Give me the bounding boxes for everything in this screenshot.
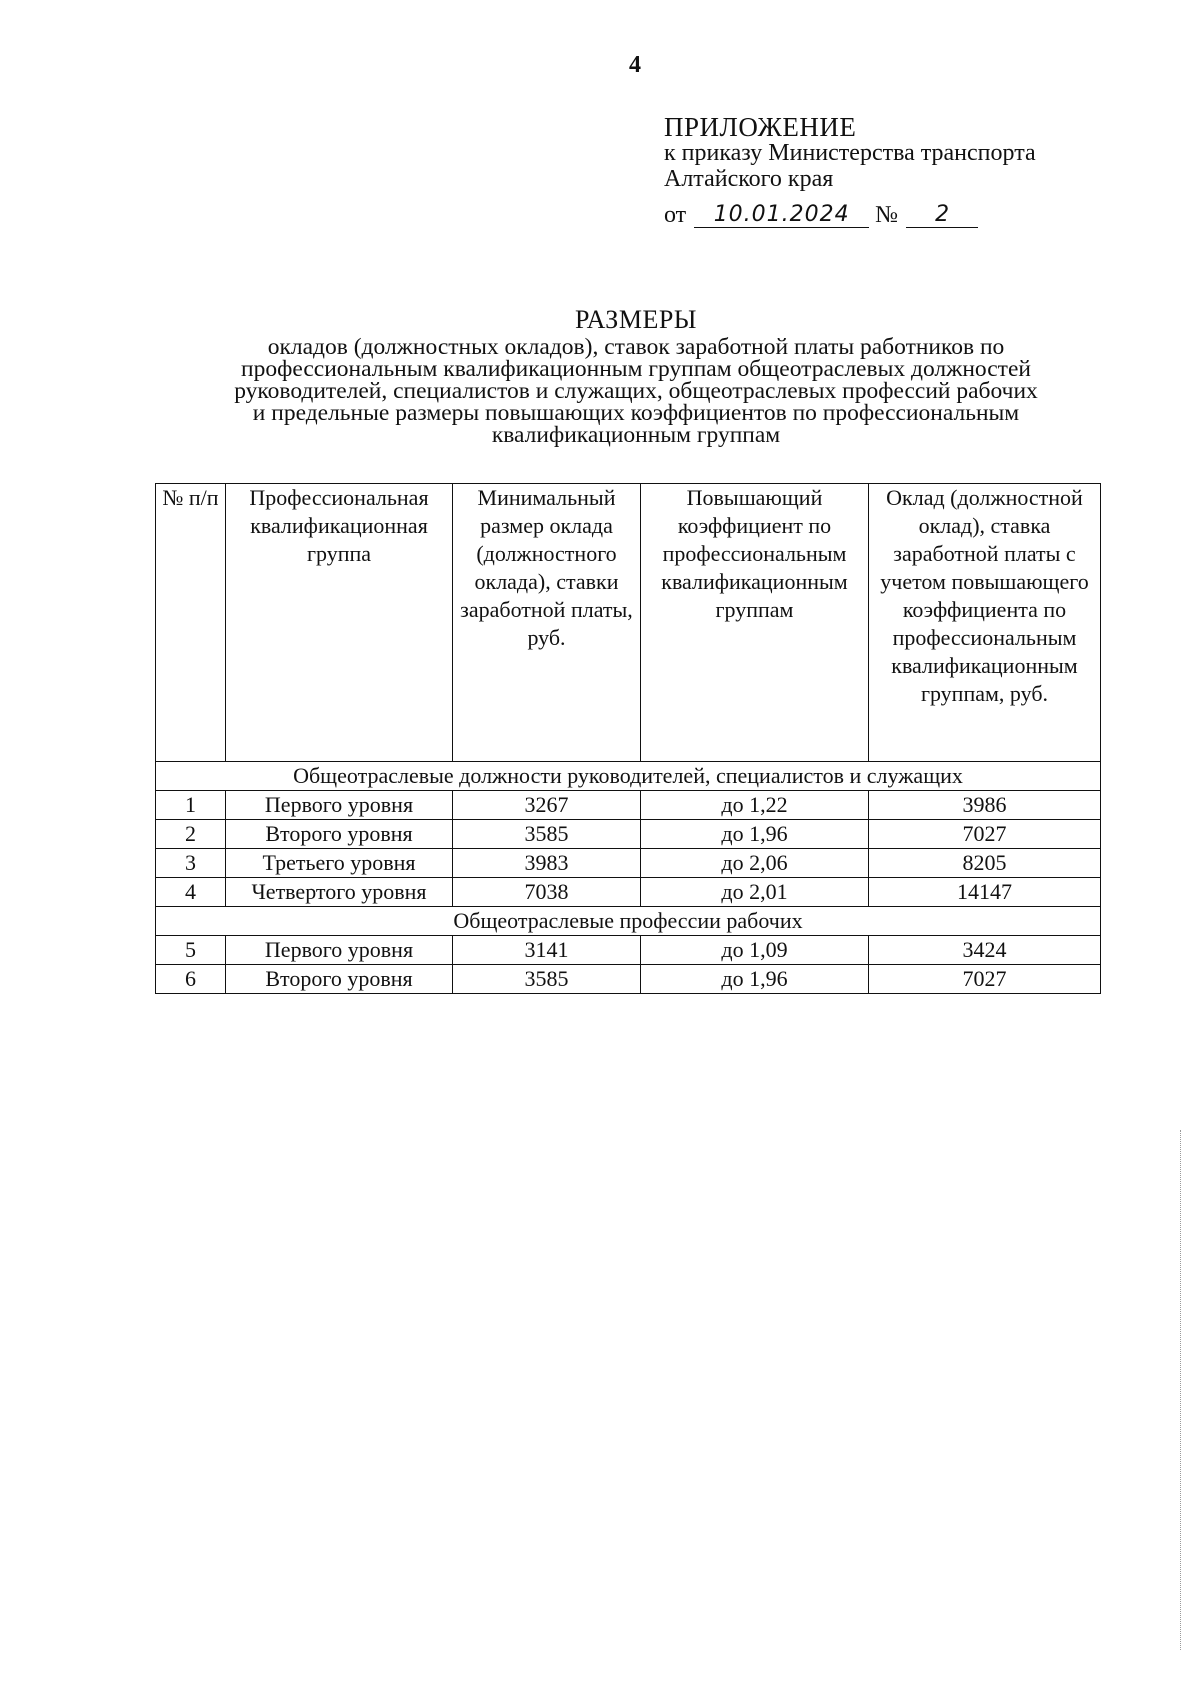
table-row — [156, 791, 1101, 820]
order-date-line — [664, 202, 1036, 228]
document-subtitle — [150, 336, 1122, 446]
section-title: Общеотраслевые должности руководителей, специалистов и служащих — [156, 762, 1101, 791]
cell-group: Третьего уровня — [226, 849, 453, 878]
cell-min-salary: 3267 — [453, 791, 641, 820]
cell-coefficient: до 1,09 — [641, 936, 869, 965]
cell-number: 2 — [156, 820, 226, 849]
cell-number: 5 — [156, 936, 226, 965]
appendix-order-reference: к приказу Министерства транспорта — [664, 140, 1036, 166]
cell-salary: 8205 — [869, 849, 1101, 878]
order-date: 10.01.2024 — [694, 203, 869, 228]
cell-group: Второго уровня — [226, 965, 453, 994]
section-title: Общеотраслевые профессии рабочих — [156, 907, 1101, 936]
cell-number: 6 — [156, 965, 226, 994]
appendix-title: ПРИЛОЖЕНИЕ — [664, 112, 857, 142]
order-number: 2 — [906, 203, 978, 228]
header-coefficient: Повышающий коэффициент по профессиональным квалификационным группам — [641, 484, 869, 762]
section-row — [156, 762, 1101, 791]
order-number-label: № — [875, 202, 899, 228]
table-row — [156, 936, 1101, 965]
cell-coefficient: до 1,96 — [641, 965, 869, 994]
header-group: Профессиональная квалификационная группа — [226, 484, 453, 762]
cell-coefficient: до 2,06 — [641, 849, 869, 878]
cell-salary: 7027 — [869, 820, 1101, 849]
scan-edge-artifact — [1180, 1130, 1182, 1650]
table-row — [156, 820, 1101, 849]
cell-group: Первого уровня — [226, 791, 453, 820]
document-title: РАЗМЕРЫ — [575, 305, 697, 334]
table-row — [156, 878, 1101, 907]
cell-min-salary: 3585 — [453, 965, 641, 994]
cell-salary: 14147 — [869, 878, 1101, 907]
cell-number: 3 — [156, 849, 226, 878]
subtitle-line: и предельные размеры повышающих коэффициентов по профессиональным — [252, 400, 1020, 426]
salary-table — [155, 483, 1101, 994]
appendix-region: Алтайского края — [664, 166, 834, 192]
cell-coefficient: до 1,22 — [641, 791, 869, 820]
date-prefix: от — [664, 202, 687, 228]
cell-number: 1 — [156, 791, 226, 820]
cell-group: Четвертого уровня — [226, 878, 453, 907]
cell-group: Второго уровня — [226, 820, 453, 849]
table-row — [156, 965, 1101, 994]
subtitle-line: руководителей, специалистов и служащих, общеотраслевых профессий рабочих — [234, 378, 1038, 404]
page-number: 4 — [629, 52, 641, 78]
cell-min-salary: 3983 — [453, 849, 641, 878]
header-salary-with-coefficient: Оклад (должностной оклад), ставка заработной платы с учетом повышающего коэффициента по профессиональным квалификационным группам, руб. — [869, 484, 1101, 762]
cell-group: Первого уровня — [226, 936, 453, 965]
subtitle-line: квалификационным группам — [491, 422, 781, 448]
appendix-block — [664, 114, 1036, 228]
cell-min-salary: 3585 — [453, 820, 641, 849]
table-header-row — [156, 484, 1101, 762]
subtitle-line: окладов (должностных окладов), ставок заработной платы работников по — [267, 334, 1005, 360]
cell-salary: 7027 — [869, 965, 1101, 994]
section-row — [156, 907, 1101, 936]
header-number: № п/п — [156, 484, 226, 762]
cell-coefficient: до 2,01 — [641, 878, 869, 907]
cell-min-salary: 7038 — [453, 878, 641, 907]
cell-coefficient: до 1,96 — [641, 820, 869, 849]
subtitle-line: профессиональным квалификационным группам общеотраслевых должностей — [241, 356, 1031, 382]
cell-salary: 3424 — [869, 936, 1101, 965]
table-row — [156, 849, 1101, 878]
cell-salary: 3986 — [869, 791, 1101, 820]
header-min-salary: Минимальный размер оклада (должностного оклада), ставки заработной платы, руб. — [453, 484, 641, 762]
cell-min-salary: 3141 — [453, 936, 641, 965]
cell-number: 4 — [156, 878, 226, 907]
